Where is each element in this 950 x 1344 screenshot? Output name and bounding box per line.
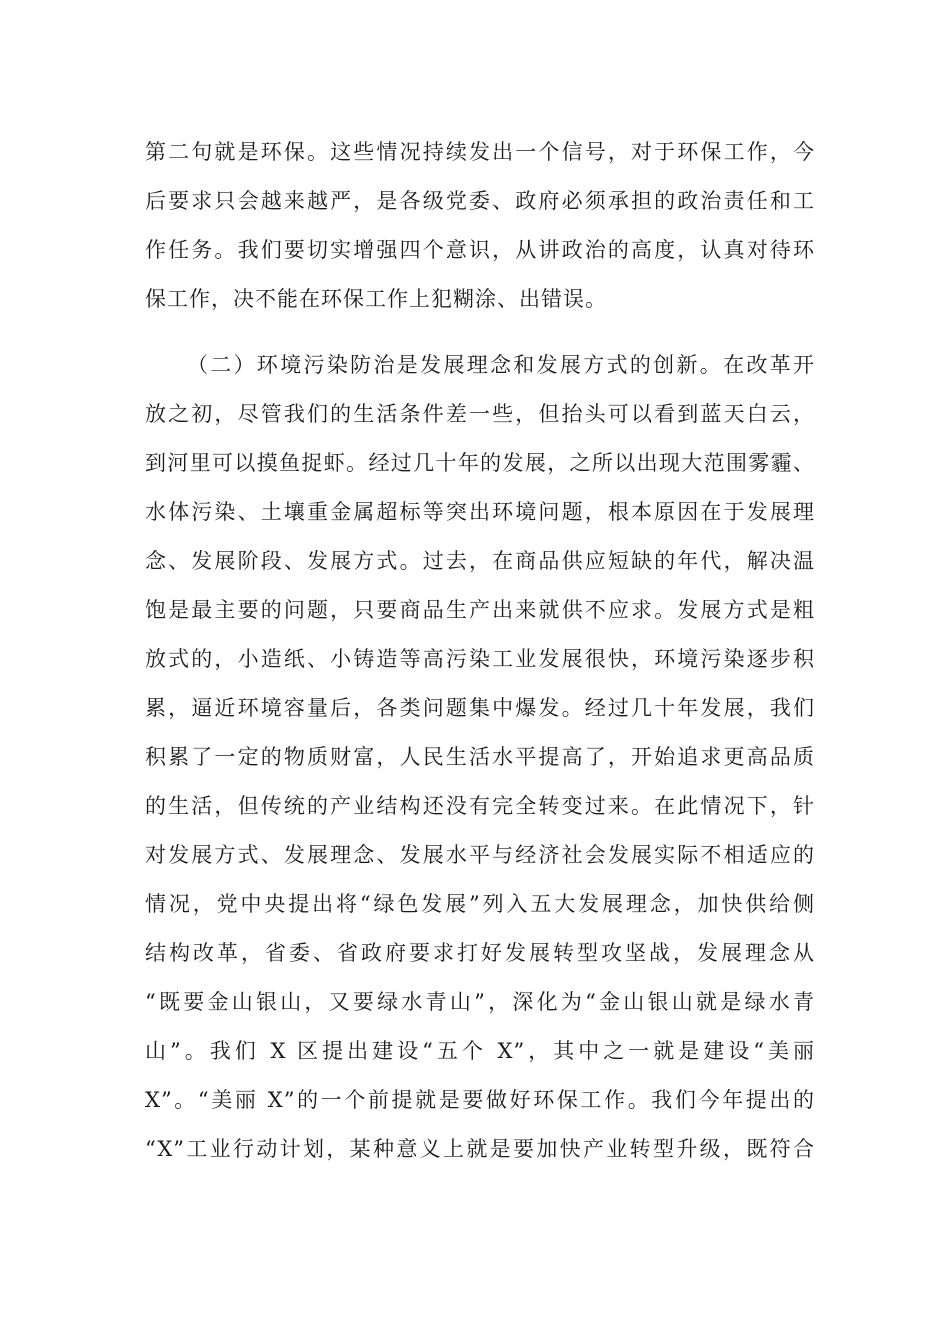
section-heading-line: （二）环境污染防治是发展理念和发展方式的创新。在改革开 [187,353,815,377]
text-line: “既要金山银山，又要绿水青山”，深化为“金山银山就是绿水青 [145,990,815,1014]
text-line: 累，逼近环境容量后，各类问题集中爆发。经过几十年发展，我们 [145,696,815,720]
text-line: 念、发展阶段、发展方式。过去，在商品供应短缺的年代，解决温 [145,549,815,573]
text-line: 保工作，决不能在环保工作上犯糊涂、出错误。 [145,287,607,311]
text-line: 放之初，尽管我们的生活条件差一些，但抬头可以看到蓝天白云， [145,402,815,426]
text-line: 山”。我们 X 区提出建设“五个 X”，其中之一就是建设“美丽 [145,1039,815,1063]
text-line: 放式的，小造纸、小铸造等高污染工业发展很快，环境污染逐步积 [145,647,815,671]
text-line: 第二句就是环保。这些情况持续发出一个信号，对于环保工作，今 [145,140,815,164]
text-line: 到河里可以摸鱼捉虾。经过几十年的发展，之所以出现大范围雾霾、 [145,451,815,475]
text-line: X”。“美丽 X”的一个前提就是要做好环保工作。我们今年提出的 [145,1088,815,1112]
text-line: 作任务。我们要切实增强四个意识，从讲政治的高度，认真对待环 [145,238,815,262]
text-line: 情况，党中央提出将“绿色发展”列入五大发展理念，加快供给侧 [145,892,815,916]
text-line: 对发展方式、发展理念、发展水平与经济社会发展实际不相适应的 [145,843,815,867]
text-line: 水体污染、土壤重金属超标等突出环境问题，根本原因在于发展理 [145,500,815,524]
text-line: 积累了一定的物质财富，人民生活水平提高了，开始追求更高品质 [145,745,815,769]
text-line: “X”工业行动计划，某种意义上就是要加快产业转型升级，既符合 [145,1137,815,1161]
text-line: 后要求只会越来越严，是各级党委、政府必须承担的政治责任和工 [145,189,815,213]
text-line: 饱是最主要的问题，只要商品生产出来就供不应求。发展方式是粗 [145,598,815,622]
text-line: 的生活，但传统的产业结构还没有完全转变过来。在此情况下，针 [145,794,815,818]
text-line: 结构改革，省委、省政府要求打好发展转型攻坚战，发展理念从 [145,941,815,965]
